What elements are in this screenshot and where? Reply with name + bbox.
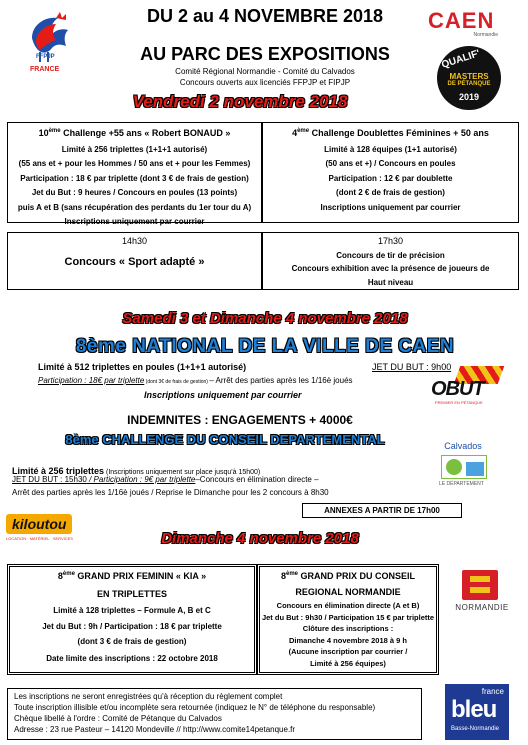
masters-qualif: QUALIF' [440,48,482,71]
friday-right-title: 4ème Challenge Doublettes Féminines + 50 ans [292,128,489,138]
friday-left-line: Participation : 18 € par triplette (dont 3 € de frais de gestion) [20,173,249,183]
weekend-heading: Samedi 3 et Dimanche 4 novembre 2018 [122,310,408,327]
sunday-left-line: EN TRIPLETTES [96,588,167,599]
sport-right-time: 17h30 [377,236,404,246]
francebleu-top: france [481,687,504,696]
obut-logo-sub: PREMIER EN PÉTANQUE [435,400,483,405]
grand-prix-feminin-box [7,564,257,675]
sunday-right-title: 8ème GRAND PRIX DU CONSEIL [280,571,416,581]
masters-line1: MASTERS [449,72,489,81]
challenge-jet: JET DU BUT : 15h30 [12,475,87,484]
friday-left-line: Inscriptions uniquement par courrier [64,217,205,226]
grand-prix-conseil-box [257,564,439,675]
sunday-right-line: Jet du But : 9h30 / Participation 15 € par triplette [261,612,435,622]
national-inscriptions: Inscriptions uniquement par courrier [144,390,302,400]
obut-logo-text: OBUT [431,378,484,400]
challenge-limit-note: (Inscriptions uniquement sur place jusqu'à 15h00) [104,469,261,476]
ffpjp-france: FRANCE [30,66,60,73]
obut-logo [427,366,507,406]
sunday-heading: Dimanche 4 novembre 2018 [161,530,359,547]
friday-doublettes-box [262,122,519,223]
national-stop: – Arrêt des parties après les 1/16è joués [209,376,353,385]
friday-left-line: Limité à 256 triplettes (1+1+1 autorisé) [61,144,208,154]
footer-line: Les inscriptions ne seront enregistrées qu'à réception du règlement complet [14,692,283,701]
sunday-right-line: (Aucune inscription par courrier / [288,647,408,656]
normandie-logo-text: NORMANDIE [455,603,509,612]
sunday-right-line: REGIONAL NORMANDIE [295,586,401,597]
friday-right-line: Inscriptions uniquement par courrier [320,202,461,212]
calvados-logo [433,441,493,489]
footer-box [7,688,422,740]
venue-title: AU PARC DES EXPOSITIONS [140,44,390,64]
friday-left-line: puis A et B (sans récupération des perdants du 1er tour du A) [17,202,252,212]
national-title: 8ème NATIONAL DE LA VILLE DE CAEN [75,336,455,357]
organizers: Comité Régional Normandie - Comité du Calvados [175,67,355,76]
challenge-jet-line [12,475,319,484]
friday-heading: Vendredi 2 novembre 2018 [132,92,348,111]
friday-left-line: (55 ans et + pour les Hommes / 50 ans et + pour les Femmes) [18,159,251,168]
challenge-stop: Arrêt des parties après les 1/16è joués / Reprise le Dimanche pour les 2 concours à 8h30 [12,488,329,497]
national-fees: (dont 3€ de frais de gestion) [144,379,210,385]
national-limit: Limité à 512 triplettes en poules (1+1+1 autorisé) [38,362,247,372]
sunday-right-line: Clôture des inscriptions : [302,624,394,633]
sport-right-line: Haut niveau [367,277,414,287]
calvados-logo-sub: LE DÉPARTEMENT [439,481,484,487]
challenge-elim: –Concours en élimination directe – [195,475,319,484]
kiloutou-logo-text: kiloutou [6,514,72,534]
tir-precision-box [262,232,519,290]
calvados-logo-text: Calvados [444,441,482,451]
ffpjp-label: FFPJP [36,54,55,60]
sunday-left-line: Date limite des inscriptions : 22 octobre 2018 [46,653,218,663]
sport-left-time: 14h30 [121,236,148,246]
caen-logo-text: CAEN [428,8,495,33]
sport-right-line: Concours exhibition avec la présence de joueurs de [291,264,490,273]
friday-right-line: (dont 2 € de frais de gestion) [336,188,445,197]
open-to: Concours ouverts aux licenciés FFPJP et FIPJP [179,78,351,87]
caen-logo [428,10,508,38]
normandie-logo [452,570,512,620]
national-participation: Participation : 18€ par triplette [38,376,145,385]
footer-line: Toute inscription illisible et/ou incomplète sera retournée (indiquez le N° de téléphone du responsable) [14,703,376,712]
sport-adapte-box [7,232,262,290]
friday-left-line: Jet du But : 9 heures / Concours en poules (13 points) [31,188,238,197]
friday-left-title: 10ème Challenge +55 ans « Robert BONAUD » [38,128,231,138]
sunday-left-line: Jet du But : 9h / Participation : 18 € par triplette [42,621,222,631]
masters-line2: DE PÉTANQUE [447,81,491,87]
sport-right-line: Concours de tir de précision [336,250,445,260]
national-participation-line [38,376,353,385]
footer-line: Chèque libellé à l'ordre : Comité de Pétanque du Calvados [14,714,222,723]
kiloutou-logo [6,514,78,550]
sunday-left-line: (dont 3 € de frais de gestion) [77,637,187,646]
francebleu-logo [445,684,509,740]
friday-right-line: Limité à 128 équipes (1+1 autorisé) [324,144,457,154]
indemnites: INDEMNITES : ENGAGEMENTS + 4000€ [127,413,353,427]
challenge-title: 8ème CHALLENGE DU CONSEIL DEPARTEMENTAL [65,432,385,447]
sunday-right-line: Dimanche 4 novembre 2018 à 9 h [289,635,407,645]
masters-logo [437,46,501,110]
sport-left-title: Concours « Sport adapté » [64,255,205,268]
national-jet: JET DU BUT : 9h00 [372,362,452,372]
challenge-limit: Limité à 256 triplettes [12,466,105,476]
footer-line: Adresse : 23 rue Pasteur – 14120 Mondeville // http://www.comite14petanque.fr [14,725,296,734]
francebleu-sub: Basse-Normandie [451,726,500,732]
francebleu-main: bleu [451,696,497,723]
lions-icon [462,570,498,600]
sunday-left-line: Limité à 128 triplettes – Formule A, B et C [53,606,211,615]
ffpjp-logo [26,10,74,76]
sunday-right-line: Limité à 256 équipes) [310,658,386,668]
apple-icon [441,455,487,479]
annexes-box: ANNEXES A PARTIR DE 17h00 [302,503,462,518]
kiloutou-logo-sub: LOCATION · MATÉRIEL · SERVICES [6,536,73,541]
friday-right-line: (50 ans et +) / Concours en poules [325,159,456,168]
caen-logo-sub: Normandie [473,32,498,38]
date-title: DU 2 au 4 NOVEMBRE 2018 [146,6,384,26]
friday-right-line: Participation : 12 € par doublette [328,173,453,183]
friday-challenge-box [7,122,262,226]
sunday-left-title: 8ème GRAND PRIX FEMININ « KIA » [57,571,207,581]
masters-year: 2019 [458,92,480,102]
challenge-participation: / Participation : 9€ par triplette [86,475,196,484]
sunday-right-line: Concours en élimination directe (A et B) [276,601,420,610]
